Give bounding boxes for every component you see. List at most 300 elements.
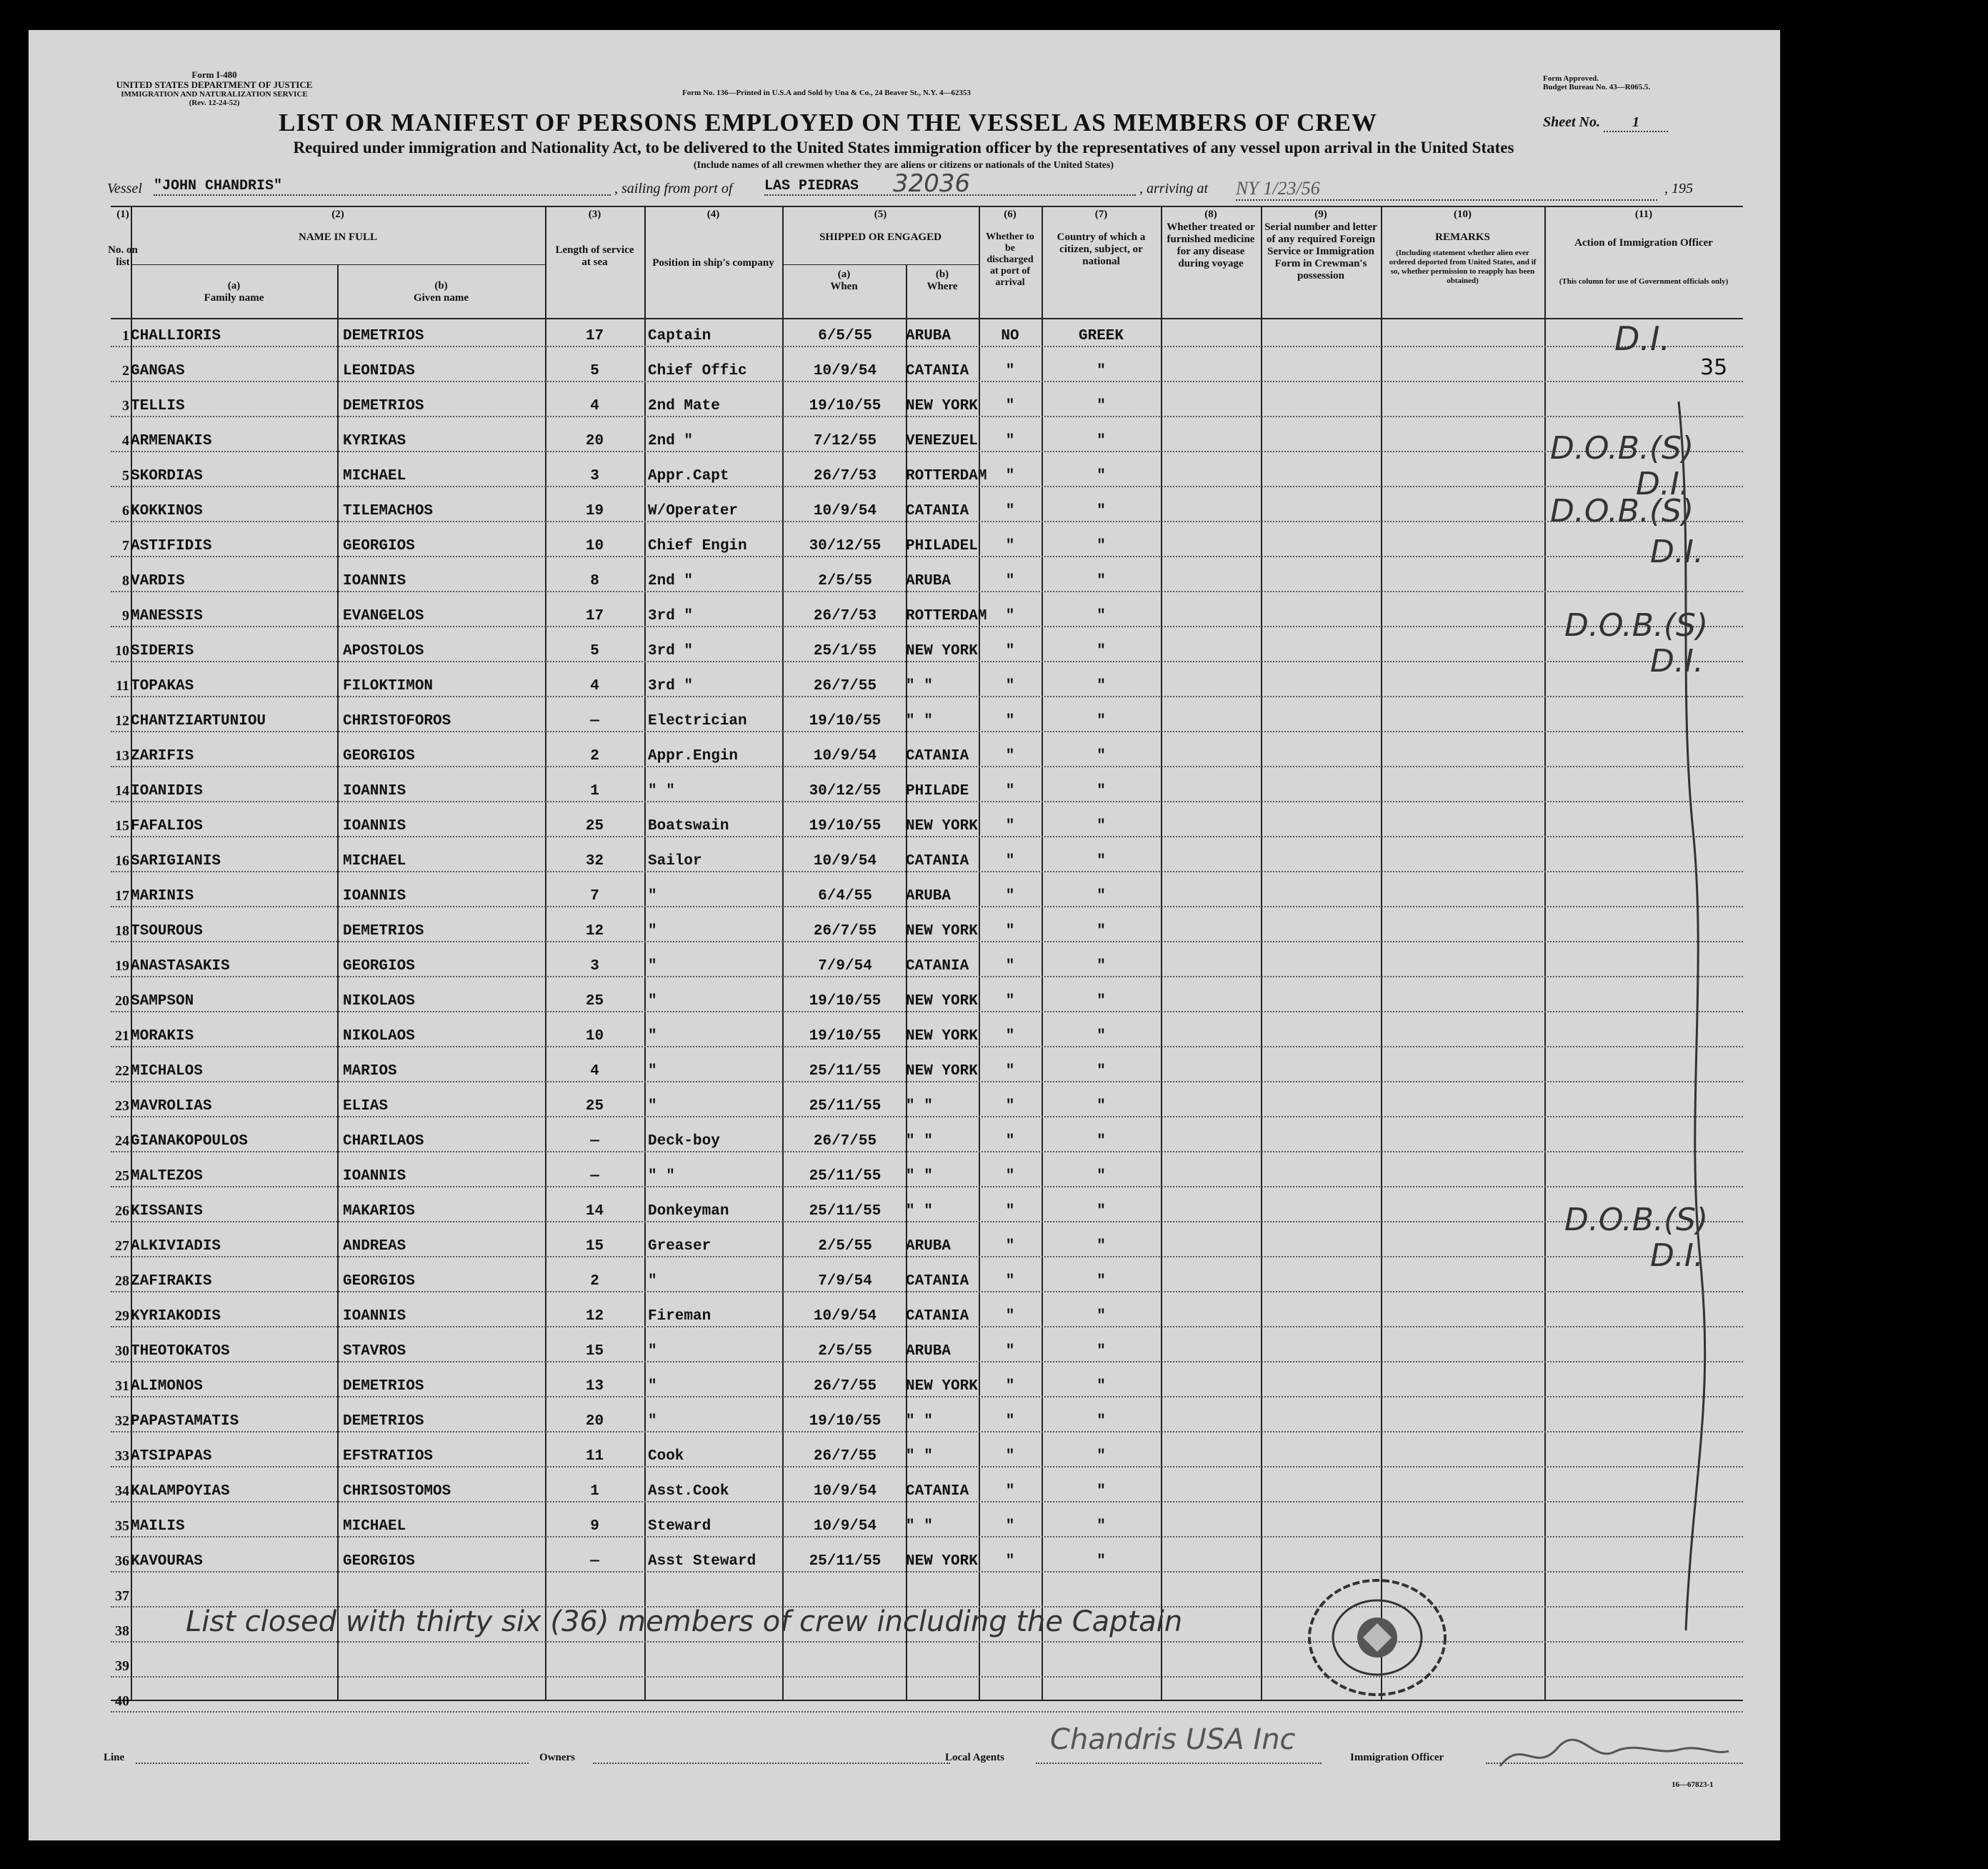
shipped-when: 19/10/55: [809, 818, 881, 834]
family-name: IOANIDIS: [131, 783, 203, 799]
col3-number: (3): [588, 209, 601, 220]
row-number: 17: [115, 888, 129, 904]
to-be-discharged: ": [1005, 398, 1015, 414]
position: Greaser: [648, 1238, 711, 1255]
vessel-value: "JOHN CHANDRIS": [154, 178, 611, 196]
col7-heading: Country of which a citizen, subject, or national: [1057, 231, 1146, 267]
row-number: 13: [115, 748, 129, 764]
country: ": [1097, 363, 1106, 379]
line-label: Line: [104, 1752, 125, 1763]
given-name: NIKOLAOS: [343, 1028, 415, 1045]
row-dotted-rule: [111, 941, 1743, 942]
shipped-when: 6/5/55: [818, 328, 872, 344]
position: Boatswain: [648, 818, 729, 834]
length-of-service: 3: [590, 958, 599, 975]
row-number: 20: [115, 993, 129, 1009]
family-name: TSOUROUS: [131, 923, 203, 940]
row-dotted-rule: [111, 661, 1743, 662]
table-row: [111, 773, 1743, 808]
table-row: [111, 703, 1743, 738]
row-dotted-rule: [111, 591, 1743, 592]
col9-heading: Serial number and letter of any required Foreign Service or Immigration Form in Crewman's possession: [1264, 221, 1377, 281]
length-of-service: 1: [590, 783, 599, 799]
shipped-when: 26/7/55: [813, 1378, 877, 1395]
given-name: GEORGIOS: [343, 1273, 415, 1290]
shipped-when: 10/9/54: [813, 853, 877, 869]
family-name: SIDERIS: [131, 643, 194, 659]
length-of-service: 25: [585, 818, 604, 834]
given-name: NIKOLAOS: [343, 993, 415, 1010]
family-name: SKORDIAS: [131, 468, 203, 484]
country: ": [1097, 1238, 1106, 1255]
length-of-service: 15: [585, 1343, 604, 1360]
shipped-when: 26/7/55: [813, 678, 877, 694]
shipped-when: 25/11/55: [809, 1168, 881, 1185]
table-row: [111, 808, 1743, 843]
row-number: 31: [115, 1378, 129, 1394]
length-of-service: 32: [585, 853, 604, 869]
sheet-label: Sheet No.: [1543, 114, 1600, 130]
country: ": [1097, 783, 1106, 799]
col8-heading: Whether treated or furnished medicine for any disease during voyage: [1167, 221, 1255, 269]
sheet-number: [1543, 114, 1668, 132]
row-number: 38: [115, 1623, 129, 1639]
row-number: 32: [115, 1413, 129, 1429]
shipped-where: NEW YORK: [906, 1063, 978, 1080]
row-number: 14: [115, 783, 129, 799]
family-name: VARDIS: [131, 573, 185, 589]
col9-number: (9): [1314, 209, 1327, 220]
to-be-discharged: ": [1005, 1483, 1015, 1500]
to-be-discharged: ": [1005, 1448, 1015, 1465]
form-subtitle: Required under immigration and Nationality Act, to be delivered to the United States immigration officer by the representatives of any vessel upon arrival in the United States: [293, 139, 1514, 156]
country: ": [1097, 1098, 1106, 1115]
country: ": [1097, 678, 1106, 694]
shipped-where: " ": [906, 1133, 933, 1150]
agents-value: Chandris USA Inc: [1050, 1723, 1296, 1756]
row-dotted-rule: [111, 416, 1743, 417]
handwritten-bracket-line: [1672, 402, 1714, 1630]
length-of-service: 25: [585, 1098, 604, 1115]
position: 3rd ": [648, 608, 694, 624]
given-name: DEMETRIOS: [343, 328, 424, 344]
row-dotted-rule: [111, 1256, 1743, 1257]
row-dotted-rule: [111, 346, 1743, 347]
given-name: IOANNIS: [343, 573, 406, 589]
row-dotted-rule: [111, 1431, 1743, 1432]
to-be-discharged: ": [1005, 1378, 1015, 1395]
shipped-where: NEW YORK: [906, 1553, 978, 1570]
country: ": [1097, 853, 1106, 869]
given-name: GEORGIOS: [343, 958, 415, 975]
position: Deck-boy: [648, 1133, 720, 1150]
agents-field: [1036, 1763, 1322, 1764]
position: Captain: [648, 328, 711, 344]
given-name: MICHAEL: [343, 1518, 406, 1535]
given-name: KYRIKAS: [343, 433, 406, 449]
table-row: [111, 1018, 1743, 1053]
family-name: ANASTASAKIS: [131, 958, 230, 975]
shipped-where: NEW YORK: [906, 818, 978, 834]
row-number: 22: [115, 1063, 129, 1079]
length-of-service: 2: [590, 748, 599, 764]
table-row: [111, 1263, 1743, 1298]
country: ": [1097, 923, 1106, 940]
shipped-when: 2/5/55: [818, 573, 872, 589]
budget-bureau: Budget Bureau No. 43—R065.5.: [1543, 83, 1651, 91]
form-approval: [1543, 74, 1757, 91]
form-number: Form I-480: [191, 69, 237, 80]
owners-label: Owners: [539, 1752, 575, 1763]
given-name: EFSTRATIOS: [343, 1448, 434, 1465]
family-name: ALIMONOS: [131, 1378, 203, 1395]
shipped-when: 26/7/53: [813, 608, 877, 624]
country: ": [1097, 1273, 1106, 1290]
table-row: [111, 1508, 1743, 1543]
country: ": [1097, 1133, 1106, 1150]
col10-note: (Including statement whether alien ever ordered deported from United States, and if so, whether permission to reapply has been obtained): [1389, 249, 1537, 285]
table-row: [111, 423, 1743, 458]
position: " ": [648, 1168, 675, 1185]
approved: Form Approved.: [1543, 74, 1599, 83]
length-of-service: 13: [585, 1378, 604, 1395]
shipped-when: 25/11/55: [809, 1553, 881, 1570]
form-title: LIST OR MANIFEST OF PERSONS EMPLOYED ON THE VESSEL AS MEMBERS OF CREW: [279, 109, 1378, 136]
country: ": [1097, 643, 1106, 659]
given-name: LEONIDAS: [343, 363, 415, 379]
country: ": [1097, 1063, 1106, 1080]
shipped-where: NEW YORK: [906, 993, 978, 1010]
row-number: 11: [116, 678, 129, 694]
col2-heading: NAME IN FULL: [298, 231, 377, 243]
length-of-service: —: [590, 1168, 599, 1185]
row-dotted-rule: [111, 906, 1743, 907]
table-row: [111, 1368, 1743, 1403]
position: ": [648, 923, 657, 940]
family-name: KAVOURAS: [131, 1553, 203, 1570]
to-be-discharged: ": [1005, 1063, 1015, 1080]
row-number: 28: [115, 1273, 129, 1289]
table-row: [111, 1298, 1743, 1333]
col8-number: (8): [1204, 209, 1217, 220]
country: ": [1097, 1448, 1106, 1465]
position: Asst Steward: [648, 1553, 756, 1570]
country: ": [1097, 1553, 1106, 1570]
country: ": [1097, 1343, 1106, 1360]
col4-number: (4): [706, 209, 720, 220]
length-of-service: 4: [590, 398, 599, 414]
row-number: 18: [115, 923, 129, 939]
to-be-discharged: ": [1005, 678, 1015, 694]
shipped-when: 2/5/55: [818, 1343, 872, 1360]
country: ": [1097, 538, 1106, 554]
shipped-where: " ": [906, 1448, 933, 1465]
shipped-when: 19/10/55: [809, 1028, 881, 1045]
to-be-discharged: ": [1005, 538, 1015, 554]
shipped-where: PHILADEL: [906, 538, 978, 554]
officer-label: Immigration Officer: [1350, 1752, 1444, 1763]
shipped-where: ROTTERDAM: [906, 608, 987, 624]
table-row: [111, 458, 1743, 493]
family-name: MALTEZOS: [131, 1168, 203, 1185]
family-name: KALAMPOYIAS: [131, 1483, 230, 1500]
country: ": [1097, 1413, 1106, 1430]
country: GREEK: [1078, 328, 1124, 344]
row-number: 23: [115, 1098, 129, 1114]
row-number: 4: [122, 433, 129, 449]
length-of-service: 4: [590, 678, 599, 694]
length-of-service: 9: [590, 1518, 599, 1535]
family-name: SAMPSON: [131, 993, 194, 1010]
shipped-where: CATANIA: [906, 1308, 969, 1325]
given-name: CHARILAOS: [343, 1133, 424, 1150]
length-of-service: 4: [590, 1063, 599, 1080]
to-be-discharged: ": [1005, 433, 1015, 449]
family-name: ASTIFIDIS: [131, 538, 212, 554]
family-name: ZARIFIS: [131, 748, 194, 764]
table-top-rule: [111, 206, 1743, 207]
length-of-service: 20: [585, 433, 604, 449]
row-dotted-rule: [111, 1291, 1743, 1292]
col4-heading: Position in ship's company: [652, 257, 774, 269]
length-of-service: 12: [585, 1308, 604, 1325]
given-name: EVANGELOS: [343, 608, 424, 624]
country: ": [1097, 503, 1106, 519]
row-dotted-rule: [111, 1676, 1743, 1678]
country: ": [1097, 1168, 1106, 1185]
year-label: , 195: [1664, 181, 1693, 196]
length-of-service: 5: [590, 643, 599, 659]
position: ": [648, 1028, 657, 1045]
table-row: [111, 1648, 1743, 1683]
country: ": [1097, 818, 1106, 834]
row-number: 3: [122, 398, 129, 414]
row-number: 9: [122, 608, 129, 624]
shipped-where: CATANIA: [906, 853, 969, 869]
shipped-where: NEW YORK: [906, 923, 978, 940]
family-name: ALKIVIADIS: [131, 1238, 221, 1255]
family-name: MAILIS: [131, 1518, 185, 1535]
shipped-when: 19/10/55: [809, 993, 881, 1010]
length-of-service: 1: [590, 1483, 599, 1500]
col1-number: (1): [116, 209, 129, 220]
shipped-where: ARUBA: [906, 328, 951, 344]
row-number: 34: [115, 1483, 129, 1499]
position: Electrician: [648, 713, 747, 729]
row-number: 40: [115, 1693, 129, 1709]
country: ": [1097, 1308, 1106, 1325]
to-be-discharged: ": [1005, 1308, 1015, 1325]
row-dotted-rule: [111, 1221, 1743, 1222]
given-name: FILOKTIMON: [343, 678, 434, 694]
col11-heading: Action of Immigration Officer: [1574, 237, 1713, 249]
position: Donkeyman: [648, 1203, 729, 1220]
to-be-discharged: ": [1005, 888, 1015, 904]
annotation-2: D.O.B.(S): [1550, 430, 1694, 467]
stamp-number: 32036: [893, 169, 971, 198]
position: W/Operater: [648, 503, 739, 519]
to-be-discharged: ": [1005, 713, 1015, 729]
position: Fireman: [648, 1308, 711, 1325]
row-dotted-rule: [111, 696, 1743, 697]
row-dotted-rule: [111, 1081, 1743, 1082]
to-be-discharged: ": [1005, 608, 1015, 624]
row-dotted-rule: [111, 1571, 1743, 1573]
given-name: STAVROS: [343, 1343, 406, 1360]
family-name: KISSANIS: [131, 1203, 203, 1220]
table-row: [111, 843, 1743, 878]
country: ": [1097, 1378, 1106, 1395]
to-be-discharged: ": [1005, 503, 1015, 519]
revision: (Rev. 12-24-52): [189, 99, 240, 107]
given-name: MICHAEL: [343, 853, 406, 869]
length-of-service: 7: [590, 888, 599, 904]
col5-heading: SHIPPED OR ENGAGED: [819, 231, 941, 243]
shipped-where: ARUBA: [906, 1343, 951, 1360]
shipped-where: ARUBA: [906, 888, 951, 904]
to-be-discharged: ": [1005, 748, 1015, 764]
table-row: [111, 1228, 1743, 1263]
position: 2nd ": [648, 573, 694, 589]
shipped-where: " ": [906, 678, 933, 694]
shipped-when: 10/9/54: [813, 363, 877, 379]
shipped-when: 10/9/54: [813, 748, 877, 764]
shipped-where: ROTTERDAM: [906, 468, 987, 484]
given-name: MAKARIOS: [343, 1203, 415, 1220]
to-be-discharged: ": [1005, 923, 1015, 940]
row-number: 30: [115, 1343, 129, 1359]
form-code: 16—67823-1: [1672, 1780, 1714, 1789]
shipped-where: PHILADE: [906, 783, 969, 799]
country: ": [1097, 468, 1106, 484]
length-of-service: 8: [590, 573, 599, 589]
length-of-service: 2: [590, 1273, 599, 1290]
shipped-when: 26/7/55: [813, 923, 877, 940]
row-dotted-rule: [111, 1151, 1743, 1152]
shipped-when: 19/10/55: [809, 713, 881, 729]
shipped-where: ARUBA: [906, 1238, 951, 1255]
table-row: [111, 1053, 1743, 1088]
shipped-where: NEW YORK: [906, 398, 978, 414]
col3-heading: Length of service at sea: [555, 244, 634, 268]
country: ": [1097, 993, 1106, 1010]
row-number: 36: [115, 1553, 129, 1569]
to-be-discharged: NO: [1001, 328, 1019, 344]
given-name: DEMETRIOS: [343, 1378, 424, 1395]
shipped-when: 7/9/54: [818, 1273, 872, 1290]
given-name: IOANNIS: [343, 818, 406, 834]
shipped-when: 25/11/55: [809, 1203, 881, 1220]
table-row: [111, 493, 1743, 528]
length-of-service: 14: [585, 1203, 604, 1220]
family-name: KYRIAKODIS: [131, 1308, 221, 1325]
country: ": [1097, 748, 1106, 764]
family-name: CHANTZIARTUNIOU: [131, 713, 266, 729]
given-name: APOSTOLOS: [343, 643, 424, 659]
table-row: [111, 1403, 1743, 1438]
col5b-heading: (b) Where: [926, 269, 958, 292]
row-dotted-rule: [111, 1501, 1743, 1502]
shipped-where: " ": [906, 1168, 933, 1185]
row-number: 1: [122, 328, 129, 344]
position: Steward: [648, 1518, 711, 1535]
to-be-discharged: ": [1005, 1553, 1015, 1570]
officer-signature: [1493, 1734, 1736, 1777]
length-of-service: 5: [590, 363, 599, 379]
to-be-discharged: ": [1005, 643, 1015, 659]
to-be-discharged: ": [1005, 1168, 1015, 1185]
given-name: CHRISOSTOMOS: [343, 1483, 451, 1500]
form-subtitle-note: (Include names of all crewmen whether they are aliens or citizens or nationals of the United States): [693, 160, 1114, 171]
col6-heading: Whether to be discharged at port of arrival: [986, 231, 1034, 288]
given-name: GEORGIOS: [343, 748, 415, 764]
family-name: SARIGIANIS: [131, 853, 221, 869]
to-be-discharged: ": [1005, 958, 1015, 975]
shipped-where: " ": [906, 1203, 933, 1220]
annotation-3: D.I.: [1636, 466, 1689, 502]
annotation-6: D.O.B.(S): [1564, 607, 1709, 644]
table-row: [111, 353, 1743, 388]
shipped-when: 25/11/55: [809, 1063, 881, 1080]
printer-note: Form No. 136—Printed in U.S.A and Sold by Una & Co., 24 Beaver St., N.Y. 4—62353: [682, 89, 971, 97]
given-name: GEORGIOS: [343, 538, 415, 554]
shipped-when: 10/9/54: [813, 1518, 877, 1535]
family-name: ARMENAKIS: [131, 433, 212, 449]
row-dotted-rule: [111, 836, 1743, 837]
to-be-discharged: ": [1005, 1343, 1015, 1360]
annotation-5: D.I.: [1650, 534, 1704, 570]
table-row: [111, 1438, 1743, 1473]
to-be-discharged: ": [1005, 468, 1015, 484]
to-be-discharged: ": [1005, 1518, 1015, 1535]
table-row: [111, 633, 1743, 668]
arriving-label: , arriving at: [1139, 181, 1209, 196]
position: ": [648, 1098, 657, 1115]
shipped-where: CATANIA: [906, 958, 969, 975]
department: UNITED STATES DEPARTMENT OF JUSTICE: [116, 79, 313, 90]
to-be-discharged: ": [1005, 853, 1015, 869]
row-number: 19: [115, 958, 129, 974]
closing-statement: List closed with thirty six (36) members of crew including the Captain: [186, 1605, 1183, 1638]
shipped-when: 10/9/54: [813, 1308, 877, 1325]
shipped-where: ARUBA: [906, 573, 951, 589]
position: ": [648, 958, 657, 975]
table-row: [111, 388, 1743, 423]
position: ": [648, 1063, 657, 1080]
page-note: 35: [1700, 355, 1728, 380]
position: 2nd ": [648, 433, 694, 449]
row-number: 37: [115, 1588, 129, 1604]
shipped-where: CATANIA: [906, 1483, 969, 1500]
row-dotted-rule: [111, 1711, 1743, 1713]
length-of-service: 20: [585, 1413, 604, 1430]
shipped-when: 19/10/55: [809, 398, 881, 414]
shipped-when: 26/7/55: [813, 1133, 877, 1150]
country: ": [1097, 398, 1106, 414]
given-name: DEMETRIOS: [343, 398, 424, 414]
country: ": [1097, 608, 1106, 624]
shipped-where: VENEZUEL: [906, 433, 978, 449]
row-dotted-rule: [111, 1361, 1743, 1362]
form-header-left: [71, 70, 357, 107]
shipped-where: CATANIA: [906, 1273, 969, 1290]
length-of-service: 3: [590, 468, 599, 484]
position: ": [648, 1273, 657, 1290]
row-dotted-rule: [111, 871, 1743, 872]
length-of-service: —: [590, 1553, 599, 1570]
given-name: MARIOS: [343, 1063, 397, 1080]
family-name: GIANAKOPOULOS: [131, 1133, 248, 1150]
